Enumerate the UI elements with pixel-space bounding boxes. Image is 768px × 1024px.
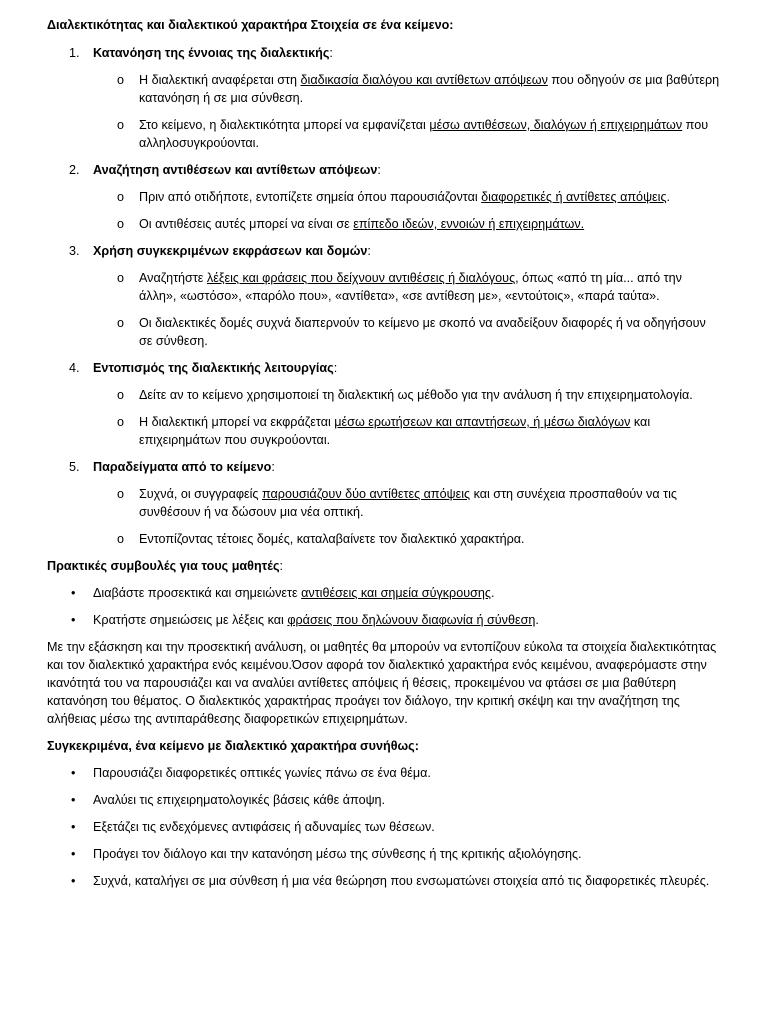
summary-item [47, 845, 722, 863]
underlined-text: παρουσιάζουν δύο αντίθετες απόψεις [262, 487, 471, 501]
text-after: . [535, 613, 539, 627]
body-paragraph: Με την εξάσκηση και την προσεκτική ανάλυση, οι μαθητές θα μπορούν να εντοπίζουν εύκολα τα στοιχεία διαλεκτικότητας και τον διαλεκτικό χαρακτήρα ενός κειμένου.Όσον αφορά τον διαλεκτικό χαρακτήρα ενός κειμένου, αναφερόμαστε στην ικανότητά του να παρουσιάζει και να αναλύει αντίθετες απόψεις ή θέσεις, προκειμένου να φτάσει σε μια βαθύτερη κατανόηση του θέματος. Ο διαλεκτικός χαρακτήρας προάγει τον διάλογο, την κριτική σκέψη και την αναζήτηση της αλήθειας μέσω της αντιπαράθεσης διαφορετικών επιχειρημάτων. [47, 640, 717, 726]
underlined-text: μέσω ερωτήσεων και απαντήσεων, ή μέσω διαλόγων [334, 415, 631, 429]
text-after: και στη συνέχεια προσπαθούν να τις συνθέσουν ή να δώσουν μια νέα οπτική. [139, 487, 677, 519]
summary-text: Εξετάζει τις ενδεχόμενες αντιφάσεις ή αδυναμίες των θέσεων. [93, 820, 435, 834]
item-number: 5. [69, 460, 80, 474]
text-before: Οι διαλεκτικές δομές συχνά διαπερνούν το κείμενο με σκοπό να αναδείξουν διαφορές ή να οδηγήσουν σε σύνθεση. [139, 316, 706, 348]
section-heading: Αναζήτηση αντιθέσεων και αντίθετων απόψεων [93, 163, 378, 177]
sub-bullet-icon: o [117, 532, 125, 546]
text-after: . [490, 586, 495, 600]
text-after: , όπως «από τη μία... από την άλλη», «ωστόσο», «παρόλο που», «αντίθετα», «σε αντίθεση με», «εντούτοις», «παρά ταύτα». [139, 271, 682, 303]
bullet-icon: • [71, 847, 76, 861]
bullet-icon: • [71, 793, 76, 807]
item-number: 4. [69, 361, 80, 375]
sub-item [47, 530, 722, 548]
tips-heading: Πρακτικές συμβουλές για τους μαθητές: [47, 559, 283, 573]
sub-item [47, 71, 722, 107]
text-before: Πριν από οτιδήποτε, εντοπίζετε σημεία όπου παρουσιάζονται [139, 190, 482, 204]
numbered-item [47, 44, 722, 62]
text-before: Εντοπίζοντας τέτοιες δομές, καταλαβαίνετε τον διαλεκτικό χαρακτήρα. [139, 532, 525, 546]
bullet-icon: • [71, 820, 76, 834]
bullet-icon: • [71, 613, 76, 627]
text-before: Η διαλεκτική αναφέρεται στη [139, 73, 301, 87]
sub-bullet-icon: o [117, 217, 125, 231]
tip-item [47, 584, 722, 602]
numbered-item [47, 359, 722, 377]
sub-item [47, 269, 722, 305]
summary-text: Αναλύει τις επιχειρηματολογικές βάσεις κάθε άποψη. [93, 793, 386, 807]
text-after: . [666, 190, 671, 204]
text-before: Κρατήστε σημειώσεις με λέξεις και [93, 613, 288, 627]
section-heading: Παραδείγματα από το κείμενο [93, 460, 272, 474]
bullet-icon: • [71, 874, 76, 888]
numbered-item [47, 458, 722, 476]
item-number: 1. [69, 46, 80, 60]
bullet-icon: • [71, 766, 76, 780]
underlined-text: διαφορετικές ή αντίθετες απόψεις [481, 190, 667, 204]
item-number: 3. [69, 244, 80, 258]
sub-bullet-icon: o [117, 415, 125, 429]
sub-item [47, 215, 722, 233]
section-colon: : [271, 460, 275, 474]
section-heading: Κατανόηση της έννοιας της διαλεκτικής [93, 46, 330, 60]
text-before: Οι αντιθέσεις αυτές μπορεί να είναι σε [139, 217, 354, 231]
sub-bullet-icon: o [117, 190, 125, 204]
text-before: Αναζητήστε [139, 271, 207, 285]
numbered-item [47, 242, 722, 260]
sub-bullet-icon: o [117, 487, 125, 501]
sub-bullet-icon: o [117, 316, 125, 330]
sub-item [47, 413, 722, 449]
summary-item [47, 791, 722, 809]
summary-item [47, 764, 722, 782]
section-colon: : [329, 46, 333, 60]
text-before: Η διαλεκτική μπορεί να εκφράζεται [139, 415, 335, 429]
underlined-text: επίπεδο ιδεών, εννοιών ή επιχειρημάτων. [353, 217, 585, 231]
bullet-icon: • [71, 586, 76, 600]
text-after: και επιχειρημάτων που συγκρούονται. [139, 415, 651, 447]
document-title: Διαλεκτικότητας και διαλεκτικού χαρακτήρα Στοιχεία σε ένα κείμενο: [47, 18, 454, 32]
sub-item [47, 314, 722, 350]
sub-item [47, 188, 722, 206]
summary-list [47, 764, 722, 890]
text-before: Δείτε αν το κείμενο χρησιμοποιεί τη διαλεκτική ως μέθοδο για την ανάλυση ή την επιχειρηματολογία. [139, 388, 693, 402]
summary-text: Προάγει τον διάλογο και την κατανόηση μέσω της σύνθεσης ή της κριτικής αξιολόγησης. [93, 847, 582, 861]
tip-item [47, 611, 722, 629]
numbered-item [47, 161, 722, 179]
summary-heading: Συγκεκριμένα, ένα κείμενο με διαλεκτικό χαρακτήρα συνήθως: [47, 739, 419, 753]
sub-bullet-icon: o [117, 388, 125, 402]
section-colon: : [377, 163, 381, 177]
summary-text: Συχνά, καταλήγει σε μια σύνθεση ή μια νέα θεώρηση που ενσωματώνει στοιχεία από τις διαφορετικές πλευρές. [93, 874, 710, 888]
underlined-text: αντιθέσεις και σημεία σύγκρουσης [301, 586, 491, 600]
text-before: Διαβάστε προσεκτικά και σημειώνετε [93, 586, 302, 600]
sub-bullet-icon: o [117, 271, 125, 285]
text-after: που οδηγούν σε μια βαθύτερη κατανόηση ή σε μια σύνθεση. [139, 73, 720, 105]
section-colon: : [367, 244, 371, 258]
summary-text: Παρουσιάζει διαφορετικές οπτικές γωνίες πάνω σε ένα θέμα. [93, 766, 431, 780]
summary-item [47, 818, 722, 836]
sub-item [47, 386, 722, 404]
section-colon: : [333, 361, 338, 375]
underlined-text: φράσεις που δηλώνουν διαφωνία ή σύνθεση [287, 613, 536, 627]
underlined-text: μέσω αντιθέσεων, διαλόγων ή επιχειρημάτων [429, 118, 683, 132]
text-before: Συχνά, οι συγγραφείς [139, 487, 263, 501]
sub-item [47, 485, 722, 521]
item-number: 2. [69, 163, 80, 177]
sub-bullet-icon: o [117, 73, 125, 87]
underlined-text: λέξεις και φράσεις που δείχνουν αντιθέσεις ή διαλόγους [206, 271, 516, 285]
text-before: Στο κείμενο, η διαλεκτικότητα μπορεί να εμφανίζεται [139, 118, 430, 132]
summary-item [47, 872, 722, 890]
underlined-text: διαδικασία διαλόγου και αντίθετων απόψεων [300, 73, 548, 87]
sub-item [47, 116, 722, 152]
numbered-sections [47, 44, 722, 548]
section-heading: Χρήση συγκεκριμένων εκφράσεων και δομών [93, 244, 368, 258]
sub-bullet-icon: o [117, 118, 125, 132]
tips-list [47, 584, 722, 629]
text-after: που αλληλοσυγκρούονται. [139, 118, 709, 150]
section-heading: Εντοπισμός της διαλεκτικής λειτουργίας [93, 361, 334, 375]
